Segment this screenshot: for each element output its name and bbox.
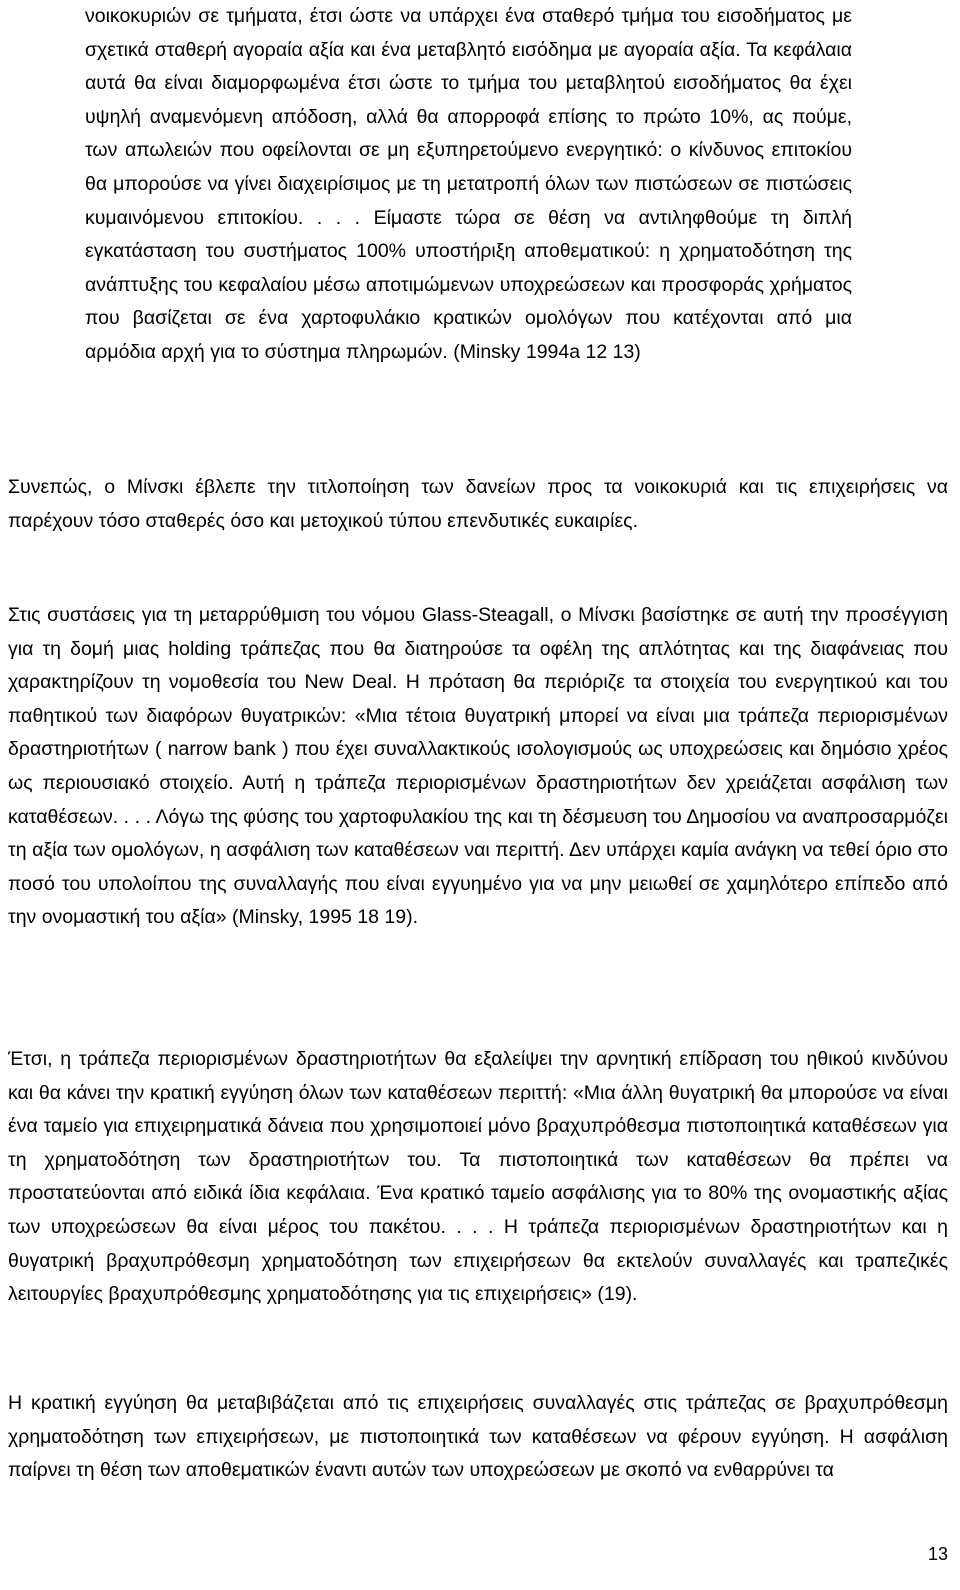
page-number: 13: [927, 1544, 948, 1564]
block-quote: νοικοκυριών σε τμήματα, έτσι ώστε να υπάρχει ένα σταθερό τμήμα του εισοδήματος με σχετικά σταθερή αγοραία αξία και ένα μεταβλητό εισόδημα με αγοραία αξία. Τα κεφάλαια αυτά θα είναι διαμορφωμένα έτσι ώστε το τμήμα του μεταβλητού εισοδήματος θα έχει υψηλή αναμενόμενη απόδοση, αλλά θα απορροφά επίσης το πρώτο 10%, ας πούμε, των απωλειών που οφείλονται σε μη εξυπηρετούμενο ενεργητικό: ο κίνδυνος επιτοκίου θα μπορούσε να γίνει διαχειρίσιμος με τη μετατροπή όλων των πιστώσεων σε πιστώσεις κυμαινόμενου επιτοκίου. . . . Είμαστε τώρα σε θέση να αντιληφθούμε τη διπλή εγκατάσταση του συστήματος 100% υποστήριξη αποθεματικού: η χρηματοδότηση της ανάπτυξης του κεφαλαίου μέσω αποτιμώμενων υποχρεώσεων και προσφοράς χρήματος που βασίζεται σε ένα χαρτοφυλάκιο κρατικών ομολόγων που κατέχονται από μια αρμόδια αρχή για το σύστημα πληρωμών. (Minsky 1994a 12 13): [85, 5, 852, 363]
paragraph-2: Στις συστάσεις για τη μεταρρύθμιση του νόμου Glass-Steagall, ο Μίνσκι βασίστηκε σε αυτή την προσέγγιση για τη δομή μιας holding τράπεζας που θα διατηρούσε τα οφέλη της απλότητας και της διαφάνειας που χαρακτηρίζουν τη νομοθεσία του New Deal. Η πρόταση θα περιόριζε τα στοιχεία του ενεργητικού και του παθητικού των διαφόρων θυγατρικών: «Μια τέτοια θυγατρική μπορεί να είναι μια τράπεζα περιορισμένων δραστηριοτήτων ( narrow bank ) που έχει συναλλακτικούς ισολογισμούς ως υποχρεώσεις και δημόσιο χρέος ως περιουσιακό στοιχείο. Αυτή η τράπεζα περιορισμένων δραστηριοτήτων δεν χρειάζεται ασφάλιση των καταθέσεων. . . . Λόγω της φύσης του χαρτοφυλακίου της και τη δέσμευση του Δημοσίου να αναπροσαρμόζει τη αξία των ομολόγων, η ασφάλιση των καταθέσεων ναι περιττή. Δεν υπάρχει καμία ανάγκη να τεθεί όριο στο ποσό του υπολοίπου της συναλλαγής που είναι εγγυημένο για να μην μειωθεί σε χαμηλότερο επίπεδο από την ονομαστική του αξία» (Minsky, 1995 18 19).: [8, 604, 948, 929]
paragraph-1: Συνεπώς, ο Μίνσκι έβλεπε την τιτλοποίηση των δανείων προς τα νοικοκυριά και τις επιχειρήσεις να παρέχουν τόσο σταθερές όσο και μετοχικού τύπου επενδυτικές ευκαιρίες.: [8, 476, 948, 532]
paragraph-3: Έτσι, η τράπεζα περιορισμένων δραστηριοτήτων θα εξαλείψει την αρνητική επίδραση του ηθικού κινδύνου και θα κάνει την κρατική εγγύηση όλων των καταθέσεων περιττή: «Μια άλλη θυγατρική θα μπορούσε να είναι ένα ταμείο για επιχειρηματικά δάνεια που χρησιμοποιεί μόνο βραχυπρόθεσμα πιστοποιητικά καταθέσεων για τη χρηματοδότηση των δραστηριοτήτων του. Τα πιστοποιητικά των καταθέσεων θα πρέπει να προστατεύονται από ειδικά ίδια κεφάλαια. Ένα κρατικό ταμείο ασφάλισης για το 80% της ονομαστικής αξίας των υποχρεώσεων θα είναι μέρος του πακέτου. . . . Η τράπεζα περιορισμένων δραστηριοτήτων και η θυγατρική βραχυπρόθεσμη χρηματοδότηση των επιχειρήσεων θα εκτελούν συναλλαγές και τραπεζικές λειτουργίες βραχυπρόθεσμης χρηματοδότησης για τις επιχειρήσεις» (19).: [8, 1048, 948, 1306]
paragraph-4: Η κρατική εγγύηση θα μεταβιβάζεται από τις επιχειρήσεις συναλλαγές στις τράπεζας σε βραχυπρόθεσμη χρηματοδότηση των επιχειρήσεων, με πιστοποιητικά των καταθέσεων να φέρουν εγγύηση. Η ασφάλιση παίρνει τη θέση των αποθεματικών έναντι αυτών των υποχρεώσεων με σκοπό να ενθαρρύνει τα: [8, 1392, 948, 1482]
